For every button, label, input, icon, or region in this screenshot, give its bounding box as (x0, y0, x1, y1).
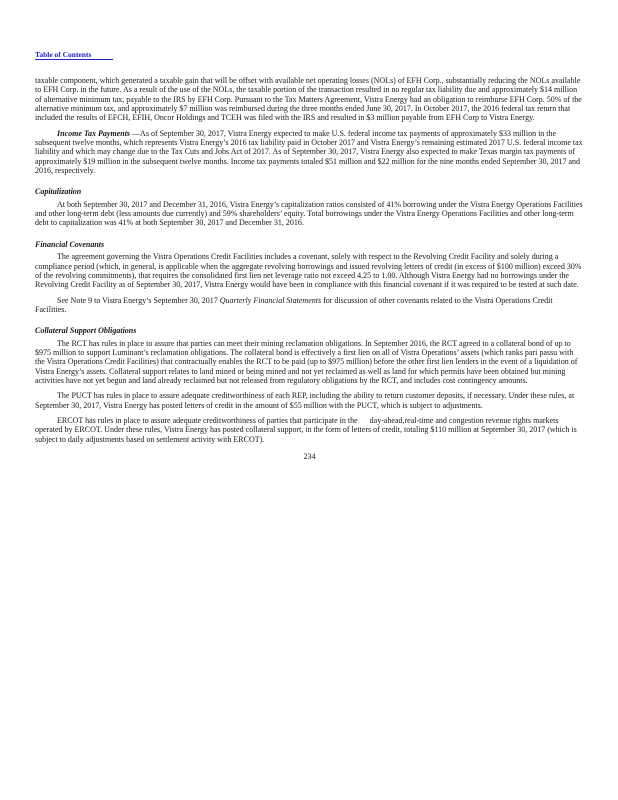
section-heading-capitalization: Capitalization (35, 187, 82, 197)
page-number: 234 (303, 452, 316, 461)
paragraph-income-tax-payments (35, 129, 584, 176)
income-tax-payments-lead: Income Tax Payments (57, 128, 131, 138)
paragraph-tax-continuation: taxable component, which generated a taxable gain that will be offset with available net operating losses (NOLs) of EFH Corp., substantially reducing the NOLs available to EFH Corp. in the future. As a result of the use of the NOLs, the taxable portion of the transaction resulted in no regular tax liability due and approximately $14 million of alternative minimum tax, payable to the IRS by EFH Corp. Pursuant to the Tax Matters Agreement, Vistra Energy had an obligation to reimburse EFH Corp. 50% of the alternative minimum tax, and approximately $7 million was reimbursed during the three months ended June 30, 2017. In October 2017, the 2016 federal tax return that included the results of EFCH, EFIH, Oncor Holdings and TCEH was filed with the IRS and resulted in $3 million payable from EFH Corp to Vistra Energy. (35, 76, 582, 123)
section-heading-collateral-support-obligations: Collateral Support Obligations (35, 326, 137, 336)
income-tax-payments-body: —As of September 30, 2017, Vistra Energy expected to make U.S. federal income tax payments of approximately $33 million in the subsequent twelve months, which represents Vistra Energy’s 2016 tax liability paid in October 2017 and Vistra Energy’s remaining estimated 2017 U.S. federal income tax liability and which may change due to the Tax Cuts and Jobs Act of 2017. As of September 30, 2017, Vistra Energy also expected to make Texas margin tax payments of approximately $19 million in the subsequent twelve months. Income tax payments totaled $51 million and $22 million for the nine months ended September 30, 2017 and 2016, respectively. (35, 128, 583, 176)
paragraph-financial-covenants: The agreement governing the Vistra Operations Credit Facilities includes a covenant, solely with respect to the Revolving Credit Facility and solely during a compliance period (which, in general, is applicable when the aggregate revolving borrowings and issued revolving letters of credit (in excess of $100 million) exceed 30% of the revolving commitments), that requires the consolidated first lien net leverage ratio not exceed 4.25 to 1.00. Although Vistra Energy had no borrowings under the Revolving Credit Facility as of September 30, 2017, Vistra Energy would have been in compliance with this financial covenant if it was required to be tested at such date. (35, 252, 582, 290)
table-of-contents-link[interactable]: Table of Contents (35, 50, 113, 60)
see-note-9-prefix: See Note 9 to Vistra Energy’s September 30, 2017 (57, 295, 220, 305)
paragraph-capitalization: At both September 30, 2017 and December 31, 2016, Vistra Energy’s capitalization ratios consisted of 41% borrowing under the Vistra Energy Operations Facilities and other long-term debt (less amounts due currently) and 59% shareholders’ equity. Total borrowings under the Vistra Energy Operations Facilities and other long-term debt to capitalization was 41% at both September 30, 2017 and December 31, 2016. (35, 199, 583, 228)
paragraph-see-note-9 (35, 296, 584, 315)
section-heading-financial-covenants: Financial Covenants (35, 239, 105, 249)
quarterly-financial-statements-italic: Quarterly Financial Statements (219, 295, 322, 305)
see-note-9-suffix: for discussion of other covenants related to the Vistra Operations Credit Facilities. (35, 295, 553, 314)
document-body (35, 76, 584, 461)
paragraph-puct-creditworthiness: The PUCT has rules in place to assure adequate creditworthiness of each REP, including the ability to return customer deposits, if necessary. Under these rules, at September 30, 2017, Vistra Energy has posted letters of credit in the amount of $55 million with the PUCT, which is subject to adjustments. (35, 391, 575, 410)
paragraph-ercot-creditworthiness: ERCOT has rules in place to assure adequate creditworthiness of parties that participate in the day-ahead,real-time and congestion revenue rights markets operated by ERCOT. Under these rules, Vistra Energy has posted collateral support, in the form of letters of credit, totaling $110 million at September 30, 2017 (which is subject to daily adjustments based on settlement activity with ERCOT). (35, 415, 579, 444)
paragraph-rct-collateral: The RCT has rules in place to assure that parties can meet their mining reclamation obligations. In September 2016, the RCT agreed to a collateral bond of up to $975 million to support Luminant’s reclamation obligations. The collateral bond is effectively a first lien on all of Vistra Operations’ assets (which ranks pari passu with the Vistra Operations Credit Facilities) that contractually enables the RCT to be paid (up to $975 million) before the other first lien lenders in the event of a liquidation of Vistra Energy’s assets. Collateral support relates to land mined or being mined and not yet reclaimed as well as land for which permits have been obtained but mining activities have not yet begun and land already reclaimed but not released from regulatory obligations by the RCT, and includes cost contingency amounts. (35, 338, 578, 385)
